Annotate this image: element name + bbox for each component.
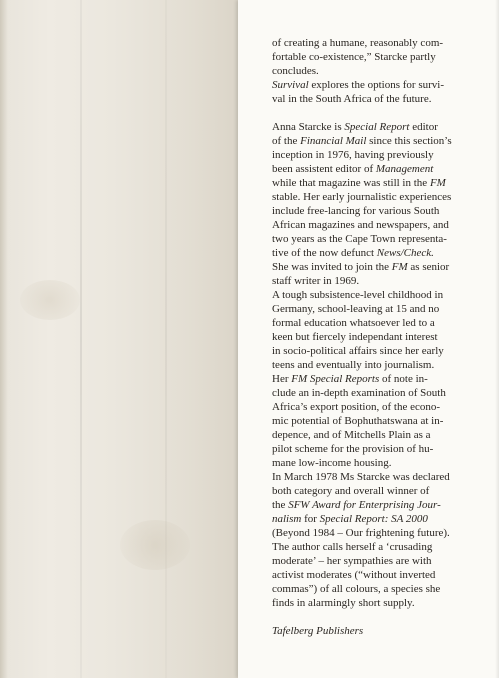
childhood-paragraph: A tough subsistence-level childhood in Germany, school-leaving at 15 and no formal education whatsoever led to a keen but fiercely independant interest in socio-political affairs since her early teens and eventually into journalism. bbox=[272, 289, 444, 371]
reports-paragraph: Her FM Special Reports of note in- clude an in-depth examination of South Africa’s export position, of the econo- mic potential of Bophuthatswana at in- depence, and of Mitchells Plain as a pilot scheme for the provision of hu- mane low-income housing. bbox=[272, 373, 446, 469]
paper-stain bbox=[120, 520, 190, 570]
fold-shadow bbox=[0, 0, 8, 680]
scan-bottom-margin bbox=[0, 678, 499, 700]
bio-paragraph: Anna Starcke is Special Report editor of the Financial Mail since this section’s inception in 1976, having previously been assistent editor of Management while that magazine was still in the FM stable. Her early journalistic experiences include free-lancing for various South African magazines and newspapers, and two years as the Cape Town representa- tive of the now defunct News/Check. She was invited to join the FM as senior staff writer in 1969. bbox=[272, 121, 452, 287]
award-paragraph: In March 1978 Ms Starcke was declared both category and overall winner of the SFW Award for Enterprising Jour- nalism for Special Report: SA 2000 (Beyond 1984 – Our frightening future). The author calls herself a ‘crusading moderate’ – her sympathies are with activist moderates (“without inverted commas”) of all colours, a species she finds in alarmingly short supply. bbox=[272, 471, 450, 609]
paper-stain bbox=[20, 280, 80, 320]
paper-crease bbox=[80, 0, 82, 680]
paper-crease bbox=[165, 0, 167, 680]
jacket-flap-text bbox=[272, 36, 496, 638]
back-flap bbox=[0, 0, 250, 680]
book-title: Survival bbox=[272, 79, 309, 91]
intro-paragraph: of creating a humane, reasonably com- fortable co-existence,” Starcke partly concludes. Survival explores the options for survi- val in the South Africa of the future. bbox=[272, 37, 445, 105]
publisher-name: Tafelberg Publishers bbox=[272, 625, 364, 637]
